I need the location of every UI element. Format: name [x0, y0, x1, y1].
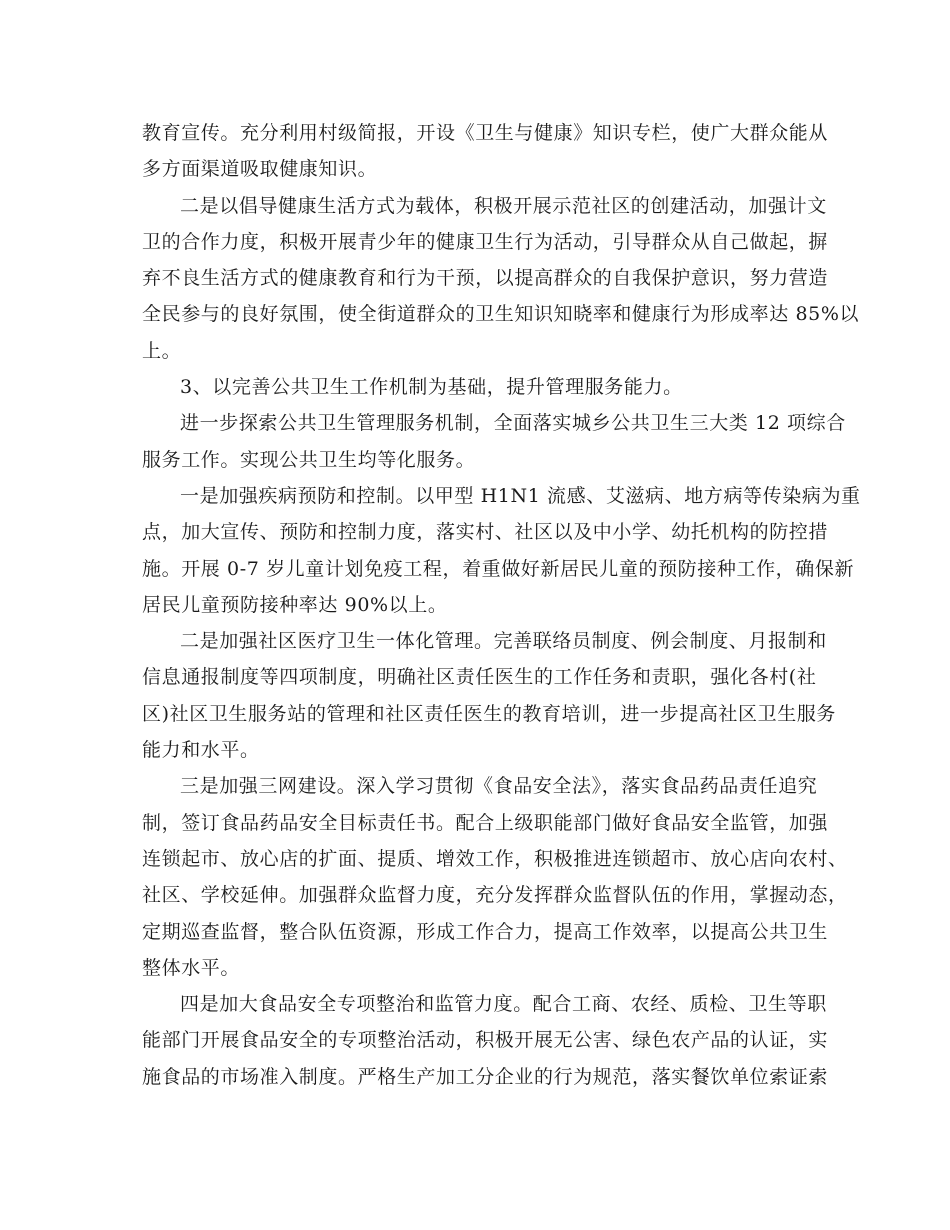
- text-line: 上。: [142, 339, 182, 362]
- text-line: 点，加大宣传、预防和控制力度，落实村、社区以及中小学、幼托机构的防控措: [142, 521, 829, 544]
- text-line: 二是加强社区医疗卫生一体化管理。完善联络员制度、例会制度、月报制和: [180, 630, 827, 653]
- text-line: 卫的合作力度，积极开展青少年的健康卫生行为活动，引导群众从自己做起，摒: [142, 230, 829, 253]
- text-line: 服务工作。实现公共卫生均等化服务。: [142, 448, 476, 471]
- text-line: 教育宣传。充分利用村级简报，开设《卫生与健康》知识专栏，使广大群众能从: [142, 122, 829, 144]
- text-line: 四是加大食品安全专项整治和监管力度。配合工商、农经、质检、卫生等职: [180, 993, 827, 1016]
- text-line: 施。开展 0-7 岁儿童计划免疫工程，着重做好新居民儿童的预防接种工作，确保新: [142, 557, 855, 580]
- text-line: 施食品的市场准入制度。严格生产加工分企业的行为规范，落实餐饮单位索证索: [142, 1065, 829, 1088]
- text-line: 能力和水平。: [142, 739, 260, 762]
- text-line: 信息通报制度等四项制度，明确社区责任医生的工作任务和责职，强化各村(社: [142, 666, 817, 689]
- text-line: 进一步探索公共卫生管理服务机制，全面落实城乡公共卫生三大类 12 项综合: [180, 412, 846, 435]
- text-line: 定期巡查监督，整合队伍资源，形成工作合力，提高工作效率，以提高公共卫生: [142, 920, 829, 943]
- text-line: 三是加强三网建设。深入学习贯彻《食品安全法》，落实食品药品责任追究: [180, 775, 818, 798]
- text-line: 居民儿童预防接种率达 90%以上。: [142, 593, 448, 616]
- text-line: 能部门开展食品安全的专项整治活动，积极开展无公害、绿色农产品的认证，实: [142, 1029, 829, 1052]
- text-line: 一是加强疾病预防和控制。以甲型 H1N1 流感、艾滋病、地方病等传染病为重: [180, 484, 861, 507]
- text-line: 整体水平。: [142, 956, 241, 979]
- text-line: 制，签订食品药品安全目标责任书。配合上级职能部门做好食品安全监管，加强: [142, 811, 829, 834]
- text-line: 区)社区卫生服务站的管理和社区责任医生的教育培训，进一步提高社区卫生服务: [142, 702, 837, 725]
- text-line: 弃不良生活方式的健康教育和行为干预，以提高群众的自我保护意识，努力营造: [142, 267, 829, 290]
- document-body: [142, 115, 861, 1095]
- text-line: 二是以倡导健康生活方式为载体，积极开展示范社区的创建活动，加强计文: [180, 194, 827, 217]
- text-line: 社区、学校延伸。加强群众监督力度，充分发挥群众监督队伍的作用，掌握动态，: [142, 884, 848, 907]
- text-line: 3、以完善公共卫生工作机制为基础，提升管理服务能力。: [180, 376, 683, 399]
- text-line: 连锁起市、放心店的扩面、提质、增效工作，积极推进连锁超市、放心店向农村、: [142, 847, 848, 870]
- text-line: 多方面渠道吸取健康知识。: [142, 158, 378, 181]
- text-line: 全民参与的良好氛围，使全街道群众的卫生知识知晓率和健康行为形成率达 85%以: [142, 303, 860, 326]
